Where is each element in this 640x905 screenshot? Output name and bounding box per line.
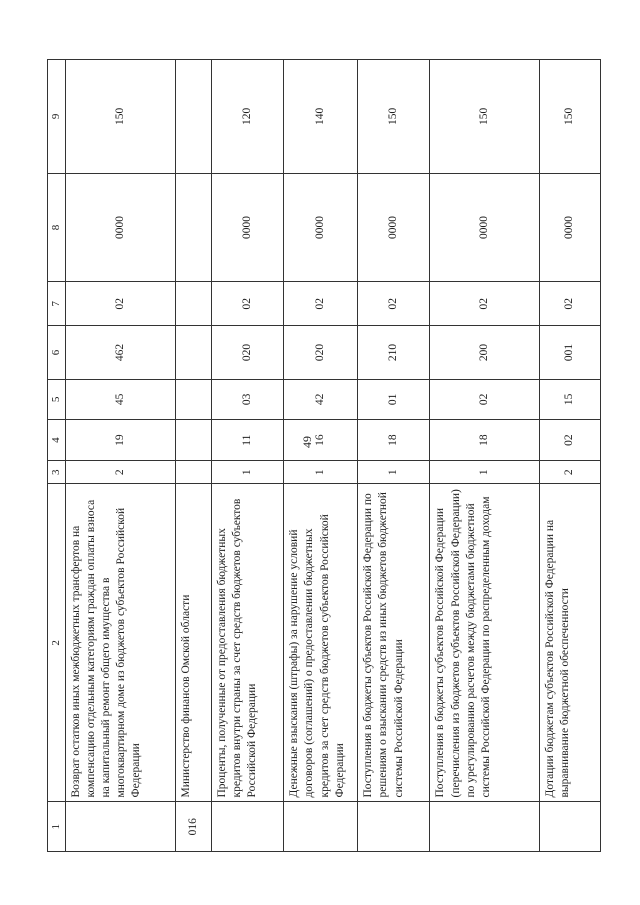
code-cell-7: 02 [430,282,539,326]
admin-code-cell [284,802,358,852]
revenue-name-cell: Возврат остатков иных межбюджетных трансфертов на компенсацию отдельным категориям граждан оплаты взноса на капитальный ремонт общего имущества в многоквартирном доме из бюджетов субъектов Российской Федерации [65,484,175,802]
code-cell-9: 150 [430,60,539,174]
code-cell-6: 462 [65,326,175,380]
table-row [175,60,211,852]
code-cell-7: 02 [284,282,358,326]
code-cell-5: 03 [212,379,284,419]
admin-code-cell: 016 [175,802,211,852]
admin-code-cell [539,802,600,852]
code-cell-6: 200 [430,326,539,380]
table-row [65,60,175,852]
column-header-9: 9 [48,60,66,174]
code-cell-9: 140 [284,60,358,174]
admin-code-cell [65,802,175,852]
code-cell-3: 1 [212,461,284,484]
code-cell-9: 150 [539,60,600,174]
code-cell-5: 45 [65,379,175,419]
table-row [539,60,600,852]
budget-codes-table [47,59,601,852]
column-header-7: 7 [48,282,66,326]
code-cell-5: 02 [430,379,539,419]
code-cell-8: 0000 [284,173,358,281]
column-header-3: 3 [48,461,66,484]
column-header-8: 8 [48,173,66,281]
code-cell-8: 0000 [539,173,600,281]
code-cell-3: 2 [539,461,600,484]
code-cell-4 [175,419,211,460]
code-cell-4: 02 [539,419,600,460]
column-header-2: 2 [48,484,66,802]
revenue-name-cell: Проценты, полученные от предоставления бюджетных кредитов внутри страны за счет средств бюджетов субъектов Российской Федерации [212,484,284,802]
rotated-table-container [47,59,601,852]
admin-code-cell [358,802,430,852]
table-row [358,60,430,852]
table-row [284,60,358,852]
page-number: 49 [300,436,314,448]
table-body [65,60,600,852]
code-cell-7: 02 [539,282,600,326]
code-cell-8 [175,173,211,281]
code-cell-3: 1 [284,461,358,484]
code-cell-8: 0000 [358,173,430,281]
code-cell-6: 210 [358,326,430,380]
code-cell-9: 150 [65,60,175,174]
code-cell-3 [175,461,211,484]
code-cell-3: 1 [430,461,539,484]
header-row [48,60,66,852]
code-cell-6 [175,326,211,380]
column-header-4: 4 [48,419,66,460]
code-cell-4: 18 [430,419,539,460]
revenue-name-cell: Дотации бюджетам субъектов Российской Федерации на выравнивание бюджетной обеспеченности [539,484,600,802]
code-cell-7 [175,282,211,326]
code-cell-7: 02 [358,282,430,326]
revenue-name-cell: Министерство финансов Омской области [175,484,211,802]
revenue-name-cell: Поступления в бюджеты субъектов Российской Федерации по решениям о взыскании средств из иных бюджетов бюджетной системы Российской Федерации [358,484,430,802]
code-cell-7: 02 [212,282,284,326]
code-cell-7: 02 [65,282,175,326]
admin-code-cell [430,802,539,852]
code-cell-8: 0000 [65,173,175,281]
code-cell-3: 2 [65,461,175,484]
revenue-name-cell: Денежные взыскания (штрафы) за нарушение условий договоров (соглашений) о предоставлении бюджетных кредитов за счет средств бюджетов субъектов Российской Федерации [284,484,358,802]
table-row [212,60,284,852]
table-row [430,60,539,852]
column-header-1: 1 [48,802,66,852]
code-cell-5: 42 [284,379,358,419]
code-cell-5 [175,379,211,419]
revenue-name-cell: Поступления в бюджеты субъектов Российской Федерации (перечисления из бюджетов субъектов Российской Федерации) по урегулированию расчетов между бюджетами бюджетной системы Российской Федерации по распределенным доходам [430,484,539,802]
code-cell-6: 001 [539,326,600,380]
code-cell-5: 15 [539,379,600,419]
code-cell-8: 0000 [212,173,284,281]
code-cell-9: 150 [358,60,430,174]
code-cell-6: 020 [284,326,358,380]
code-cell-4: 16 [284,419,358,460]
code-cell-9: 120 [212,60,284,174]
column-header-5: 5 [48,379,66,419]
code-cell-6: 020 [212,326,284,380]
code-cell-4: 18 [358,419,430,460]
code-cell-4: 19 [65,419,175,460]
column-header-6: 6 [48,326,66,380]
code-cell-3: 1 [358,461,430,484]
code-cell-8: 0000 [430,173,539,281]
code-cell-4: 11 [212,419,284,460]
code-cell-9 [175,60,211,174]
admin-code-cell [212,802,284,852]
code-cell-5: 01 [358,379,430,419]
